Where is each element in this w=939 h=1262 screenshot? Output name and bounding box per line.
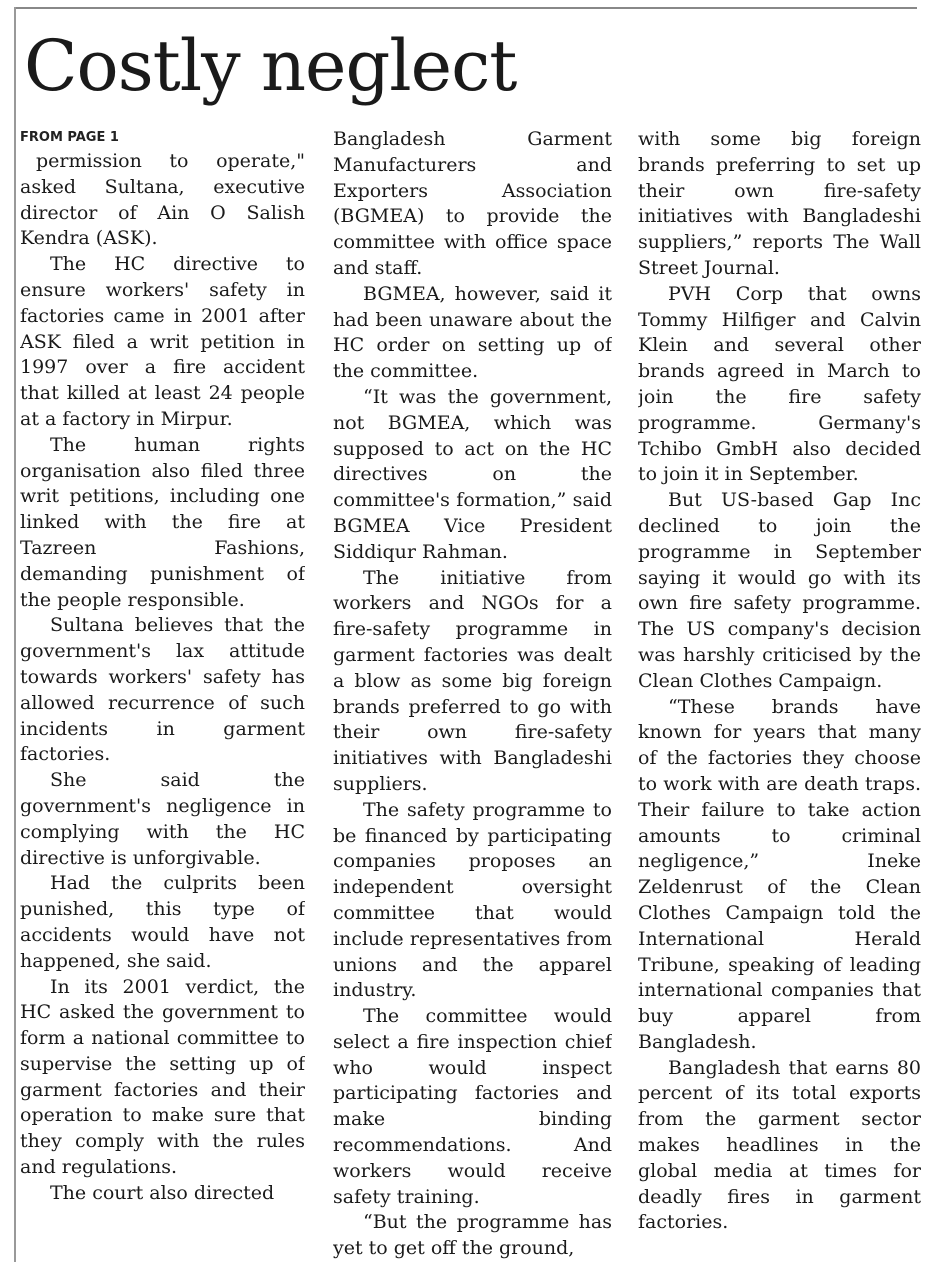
paragraph: But US-based Gap Inc declined to join the programme in September saying it would go with its own fire safety programme. The US company's decision was harshly criticised by the Clean Clothes Campaign. bbox=[638, 489, 921, 692]
paragraph: Bangladesh Garment Manufacturers and Exporters Association (BGMEA) to provide the committee with office space and staff. bbox=[333, 128, 612, 279]
top-rule bbox=[14, 7, 917, 9]
paragraph: Sultana believes that the government's lax attitude towards workers' safety has allowed recurrence of such incidents in garment factories. bbox=[20, 614, 305, 766]
paragraph: The initiative from workers and NGOs for a fire-safety programme in garment factories was dealt a blow as some big foreign brands preferred to go with their own fire-safety initiatives with Bangladeshi suppliers. bbox=[333, 566, 612, 795]
paragraph: with some big foreign brands preferring to set up their own fire-safety initiatives with Bangladeshi suppliers,” reports The Wall Street Journal. bbox=[638, 128, 921, 279]
paragraph: BGMEA, however, said it had been unaware about the HC order on setting up of the committee. bbox=[333, 282, 612, 383]
paragraph: PVH Corp that owns Tommy Hilfiger and Calvin Klein and several other brands agreed in March to join the fire safety programme. Germany's Tchibo GmbH also decided to join it in September. bbox=[638, 282, 921, 486]
article-column-2 bbox=[333, 127, 612, 1262]
paragraph: Bangladesh that earns 80 percent of its total exports from the garment sector makes headlines in the global media at times for deadly fires in garment factories. bbox=[638, 1056, 921, 1234]
paragraph: The committee would select a fire inspection chief who would inspect participating factories and make binding recommendations. And workers would receive safety training. bbox=[333, 1005, 612, 1208]
paragraph: The human rights organisation also filed three writ petitions, including one linked with the fire at Tazreen Fashions, demanding punishment of the people responsible. bbox=[20, 433, 305, 611]
paragraph: permission to operate," asked Sultana, executive director of Ain O Salish Kendra (ASK). bbox=[20, 150, 305, 250]
paragraph: “It was the government, not BGMEA, which was supposed to act on the HC directives on the committee's formation,” said BGMEA Vice President Siddiqur Rahman. bbox=[333, 385, 612, 563]
paragraph: The safety programme to be financed by participating companies proposes an independent oversight committee that would include representatives from unions and the apparel industry. bbox=[333, 798, 612, 1002]
kicker-from-page: FROM PAGE 1 bbox=[20, 130, 119, 145]
article-column-1 bbox=[20, 127, 305, 1262]
article-headline: Costly neglect bbox=[24, 25, 517, 107]
left-column-rule bbox=[14, 7, 16, 1262]
paragraph: She said the government's negligence in complying with the HC directive is unforgivable. bbox=[20, 769, 305, 869]
article-column-3 bbox=[638, 127, 921, 1262]
paragraph: The HC directive to ensure workers' safety in factories came in 2001 after ASK filed a writ petition in 1997 over a fire accident that killed at least 24 people at a factory in Mirpur. bbox=[20, 253, 305, 430]
paragraph: “These brands have known for years that many of the factories they choose to work with are death traps. Their failure to take action amounts to criminal negligence,” Ineke Zeldenrust of the Clean Clothes Campaign told the International Herald Tribune, speaking of leading international companies that buy apparel from Bangladesh. bbox=[638, 695, 921, 1053]
paragraph: “But the programme has yet to get off the ground, bbox=[333, 1211, 612, 1260]
paragraph: Had the culprits been punished, this type of accidents would have not happened, she said. bbox=[20, 872, 305, 972]
paragraph: In its 2001 verdict, the HC asked the government to form a national committee to supervise the setting up of garment factories and their operation to make sure that they comply with the rules and regulations. bbox=[20, 975, 305, 1179]
paragraph: The court also directed bbox=[50, 1181, 275, 1204]
